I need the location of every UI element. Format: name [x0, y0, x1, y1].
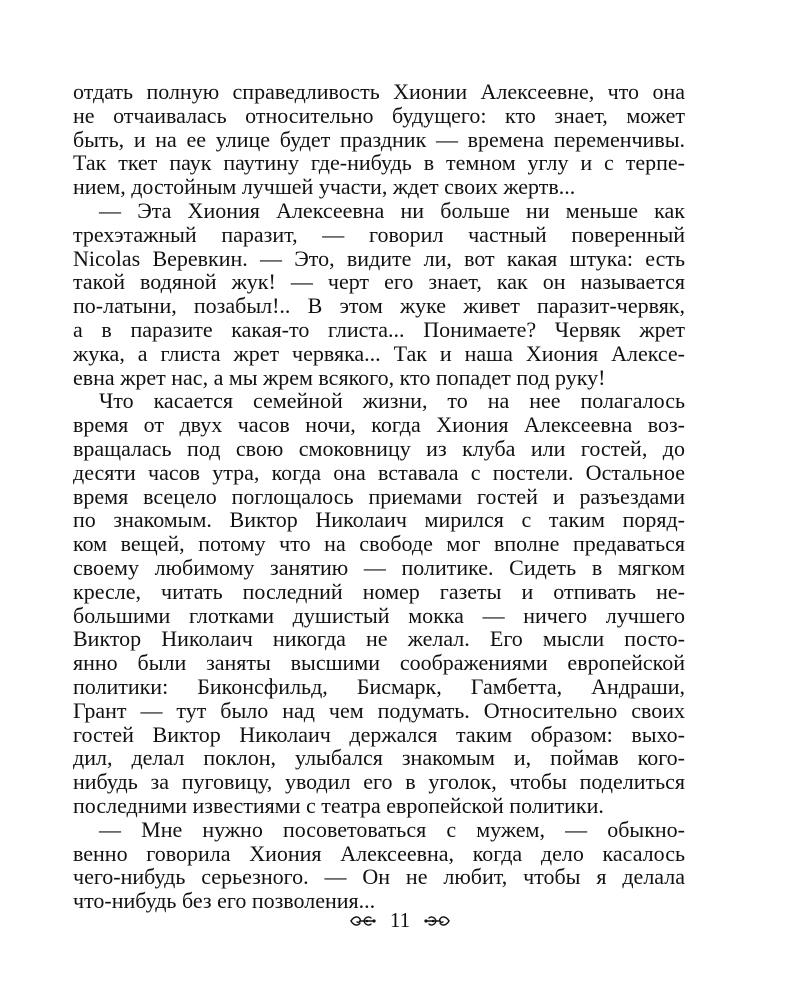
- text-line: десяти часов утра, когда она вставала с постели. Остальное: [73, 459, 685, 485]
- text-line: быть, и на ее улице будет праздник — времена переменчивы.: [73, 126, 685, 152]
- text-line: отдать полную справедливость Хионии Алексеевне, что она: [73, 79, 685, 104]
- text-line: вращалась под свою смоковницу из клуба или гостей, до: [73, 435, 685, 461]
- text-line: гостей Виктор Николаич держался таким образом: выхо-: [73, 721, 685, 747]
- text-line: время всецело поглощалось приемами гостей и разъездами: [73, 483, 685, 509]
- text-line: большими глотками душистый мокка — ничего лучшего: [73, 602, 685, 628]
- flourish-ornament-icon: [350, 913, 376, 929]
- text-line: дил, делал поклон, улыбался знакомым и, поймав кого-: [73, 745, 685, 771]
- text-line: а в паразите какая-то глиста... Понимаете? Червяк жрет: [73, 316, 685, 342]
- text-line: нибудь за пуговицу, уводил его в уголок, чтобы поделиться: [73, 769, 685, 795]
- text-line: нием, достойным лучшей участи, ждет своих жертв...: [73, 174, 576, 200]
- text-line: чего-нибудь серьезного. — Он не любит, чтобы я делала: [73, 864, 685, 890]
- text-line: такой водяной жук! — черт его знает, как он называется: [73, 269, 685, 295]
- page-footer: [0, 908, 800, 933]
- text-line: время от двух часов ночи, когда Хиония Алексеевна воз-: [73, 412, 685, 438]
- text-line: Грант — тут было над чем подумать. Относительно своих: [73, 697, 685, 723]
- text-line: по-латыни, позабыл!.. В этом жуке живет паразит-червяк,: [73, 293, 685, 319]
- text-line: — Мне нужно посоветоваться с мужем, — обыкно-: [99, 816, 685, 842]
- text-line: Nicolas Веревкин. — Это, видите ли, вот какая штука: есть: [73, 245, 685, 271]
- text-line: жука, а глиста жрет червяка... Так и наша Хиония Алексе-: [73, 340, 685, 366]
- text-line: янно были заняты высшими соображениями европейской: [73, 650, 685, 676]
- text-line: по знакомым. Виктор Николаич мирился с таким поряд-: [73, 507, 685, 533]
- text-line: Виктор Николаич никогда не желал. Его мысли посто-: [73, 626, 685, 652]
- page-number: 11: [389, 908, 411, 932]
- text-line: своему любимому занятию — политике. Сидеть в мягком: [73, 554, 685, 580]
- text-line: Что касается семейной жизни, то на нее полагалось: [99, 388, 685, 414]
- text-line: политики: Биконсфильд, Бисмарк, Гамбетта, Андраши,: [73, 673, 685, 699]
- text-line: Так ткет паук паутину где-нибудь в темном углу и с терпе-: [73, 150, 685, 176]
- text-line: венно говорила Хиония Алексеевна, когда дело касалось: [73, 840, 685, 866]
- text-line: — Эта Хиония Алексеевна ни больше ни меньше как: [99, 197, 685, 223]
- text-line: ком вещей, потому что на свободе мог вполне предаваться: [73, 531, 685, 557]
- text-block: [73, 80, 685, 913]
- text-line: трехэтажный паразит, — говорил частный поверенный: [73, 221, 685, 247]
- text-line: кресле, читать последний номер газеты и отпивать не-: [73, 578, 685, 604]
- text-line: что-нибудь без его позволения...: [73, 888, 376, 914]
- flourish-ornament-icon: [424, 913, 450, 929]
- text-line: не отчаивалась относительно будущего: кто знает, может: [73, 102, 685, 128]
- text-line: последними известиями с театра европейской политики.: [73, 792, 604, 818]
- text-line: евна жрет нас, а мы жрем всякого, кто попадет под руку!: [73, 364, 606, 390]
